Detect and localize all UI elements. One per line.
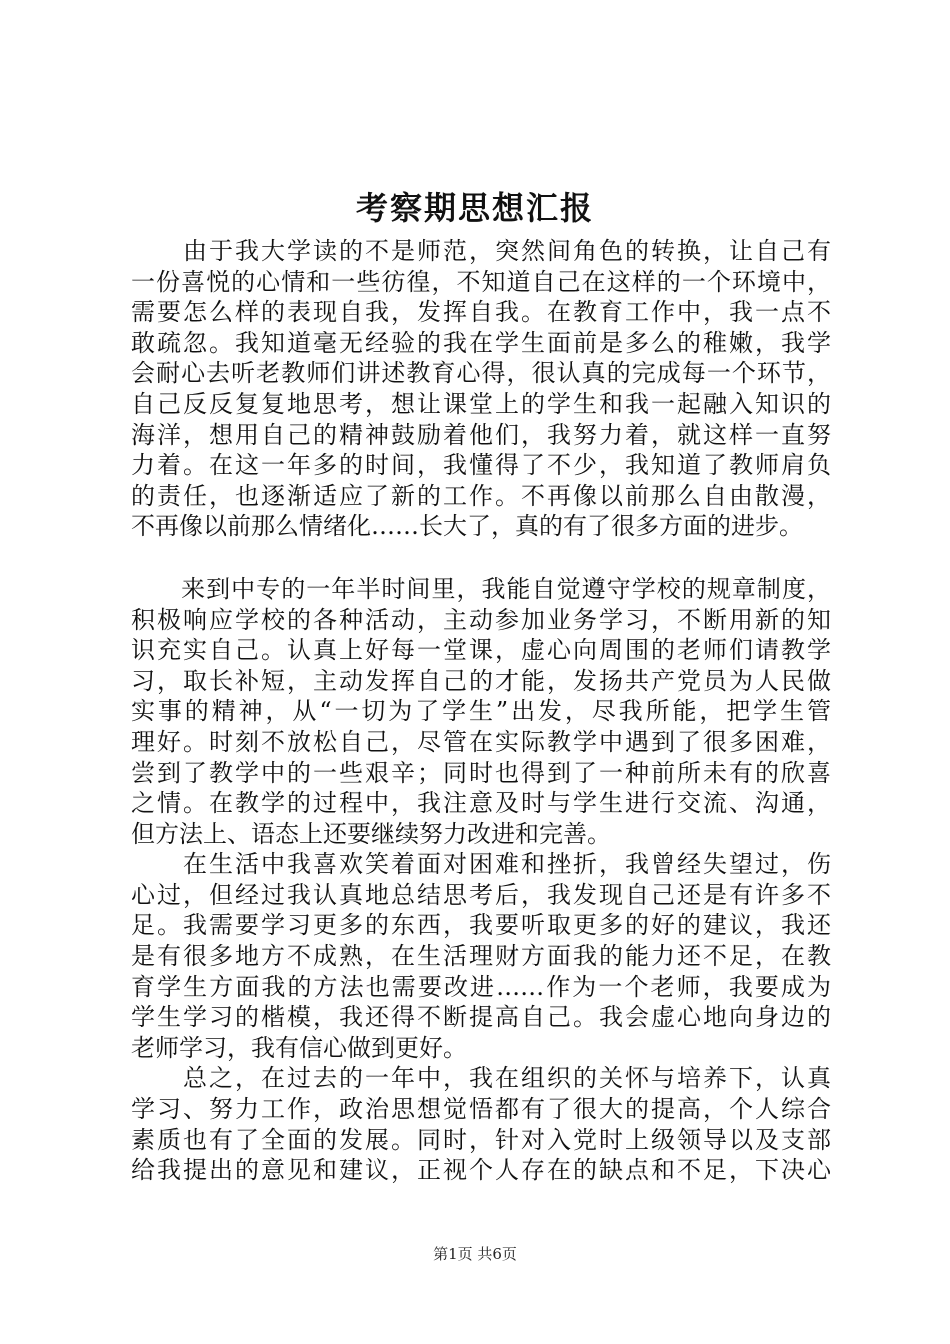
text-line: 是有很多地方不成熟，在生活理财方面我的能力还不足，在教: [131, 942, 831, 971]
text-line: 来到中专的一年半时间里，我能自觉遵守学校的规章制度，: [131, 574, 831, 603]
text-line: 理好。时刻不放松自己，尽管在实际教学中遇到了很多困难，: [131, 727, 831, 756]
text-line: 积极响应学校的各种活动，主动参加业务学习，不断用新的知: [131, 605, 831, 634]
text-line: 老师学习，我有信心做到更好。: [131, 1033, 467, 1062]
paragraph-gap: [131, 542, 831, 574]
text-line: 由于我大学读的不是师范，突然间角色的转换，让自己有: [131, 237, 831, 265]
text-line: 的责任，也逐渐适应了新的工作。不再像以前那么自由散漫，: [131, 481, 831, 510]
text-line: 自己反反复复地思考，想让课堂上的学生和我一起融入知识的: [131, 389, 831, 418]
text-line: 给我提出的意见和建议，正视个人存在的缺点和不足，下决心: [131, 1156, 831, 1185]
paragraph-1: [131, 236, 831, 542]
text-line: 力着。在这一年多的时间，我懂得了不少，我知道了教师肩负: [131, 451, 831, 480]
text-line: 总之，在过去的一年中，我在组织的关怀与培养下，认真: [131, 1064, 831, 1093]
text-line: 习，取长补短，主动发挥自己的才能，发扬共产党员为人民做: [131, 666, 831, 695]
text-line: 学习、努力工作，政治思想觉悟都有了很大的提高，个人综合: [131, 1095, 831, 1124]
text-line: 之情。在教学的过程中，我注意及时与学生进行交流、沟通，: [131, 789, 831, 818]
text-line: 但方法上、语态上还要继续努力改进和完善。: [131, 819, 611, 848]
document-body: [131, 236, 831, 1186]
text-line: 需要怎么样的表现自我，发挥自我。在教育工作中，我一点不: [131, 298, 831, 327]
text-line: 足。我需要学习更多的东西，我要听取更多的好的建议，我还: [131, 911, 831, 940]
text-line: 尝到了教学中的一些艰辛；同时也得到了一种前所未有的欣喜: [131, 758, 831, 787]
text-line: 识充实自己。认真上好每一堂课，虚心向周围的老师们请教学: [131, 636, 831, 665]
page-number-footer: 第1页 共6页: [433, 1245, 517, 1263]
text-line: 心过，但经过我认真地总结思考后，我发现自己还是有许多不: [131, 880, 831, 909]
paragraph-2: [131, 574, 831, 849]
paragraph-3: [131, 849, 831, 1063]
document-title: 考察期思想汇报: [355, 189, 594, 227]
text-line: 会耐心去听老教师们讲述教育心得，很认真的完成每一个环节，: [131, 359, 831, 388]
text-line: 实事的精神，从“一切为了学生”出发，尽我所能，把学生管: [131, 697, 831, 726]
paragraph-4: [131, 1063, 831, 1185]
text-line: 学生学习的楷模，我还得不断提高自己。我会虚心地向身边的: [131, 1003, 831, 1032]
text-line: 素质也有了全面的发展。同时，针对入党时上级领导以及支部: [131, 1125, 831, 1154]
text-line: 海洋，想用自己的精神鼓励着他们，我努力着，就这样一直努: [131, 420, 831, 449]
text-line: 一份喜悦的心情和一些彷徨，不知道自己在这样的一个环境中，: [131, 267, 831, 296]
text-line: 育学生方面我的方法也需要改进……作为一个老师，我要成为: [131, 972, 831, 1001]
text-line: 在生活中我喜欢笑着面对困难和挫折，我曾经失望过，伤: [131, 850, 831, 879]
text-line: 敢疏忽。我知道毫无经验的我在学生面前是多么的稚嫩，我学: [131, 328, 831, 357]
text-line: 不再像以前那么情绪化……长大了，真的有了很多方面的进步。: [131, 512, 803, 541]
